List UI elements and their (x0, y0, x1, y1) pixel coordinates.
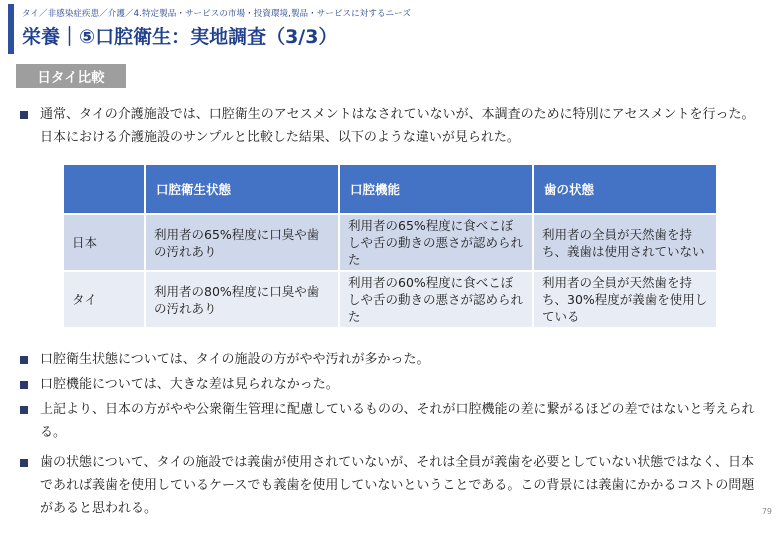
table-row (64, 272, 716, 327)
breadcrumb: タイ／非感染症疾患／介護／4.特定製品・サービスの市場・投資環境,製品・サービスに対するニーズ (22, 9, 411, 19)
hygiene-cell: 利用者の80%程度に口臭や歯の汚れあり (146, 272, 338, 327)
square-bullet-icon (20, 406, 28, 414)
finding-bullet (20, 398, 760, 444)
country-cell: 日本 (64, 215, 144, 270)
finding-bullet (20, 451, 760, 520)
teeth-cell: 利用者の全員が天然歯を持ち、義歯は使用されていない (534, 215, 716, 270)
finding-bullet (20, 348, 760, 371)
table-row (64, 215, 716, 270)
square-bullet-icon (20, 459, 28, 467)
finding-text: 口腔機能については、大きな差は見られなかった。 (40, 377, 339, 392)
header-teeth-condition: 歯の状態 (534, 165, 716, 213)
hygiene-cell: 利用者の65%程度に口臭や歯の汚れあり (146, 215, 338, 270)
header-blank (64, 165, 144, 213)
comparison-table (62, 163, 718, 329)
finding-text: 歯の状態について、タイの施設では義歯が使用されていないが、それは全員が義歯を必要としていない状態ではなく、日本であれば義歯を使用しているケースでも義歯を使用していないということである。この背景には義歯にかかるコストの問題があると思われる。 (40, 455, 755, 516)
finding-bullet (20, 373, 760, 396)
intro-bullet (20, 103, 760, 149)
square-bullet-icon (20, 111, 28, 119)
teeth-cell: 利用者の全員が天然歯を持ち、30%程度が義歯を使用している (534, 272, 716, 327)
finding-text: 口腔衛生状態については、タイの施設の方がやや汚れが多かった。 (40, 352, 430, 367)
square-bullet-icon (20, 381, 28, 389)
page-number: 79 (761, 507, 772, 516)
header-oral-hygiene: 口腔衛生状態 (146, 165, 338, 213)
function-cell: 利用者の60%程度に食べこぼしや舌の動きの悪さが認められた (340, 272, 532, 327)
section-tag: 日タイ比較 (16, 64, 126, 88)
header-oral-function: 口腔機能 (340, 165, 532, 213)
function-cell: 利用者の65%程度に食べこぼしや舌の動きの悪さが認められた (340, 215, 532, 270)
intro-text: 通常、タイの介護施設では、口腔衛生のアセスメントはなされていないが、本調査のために特別にアセスメントを行った。日本における介護施設のサンプルと比較した結果、以下のような違いが見られた。 (40, 107, 755, 145)
finding-text: 上記より、日本の方がやや公衆衛生管理に配慮しているものの、それが口腔機能の差に繋がるほどの差ではないと考えられる。 (40, 402, 755, 440)
table-header-row (64, 165, 716, 213)
page-title: 栄養｜⑤口腔衛生：実地調査（3/3） (22, 26, 338, 48)
square-bullet-icon (20, 356, 28, 364)
title-accent-bar (8, 4, 14, 54)
country-cell: タイ (64, 272, 144, 327)
